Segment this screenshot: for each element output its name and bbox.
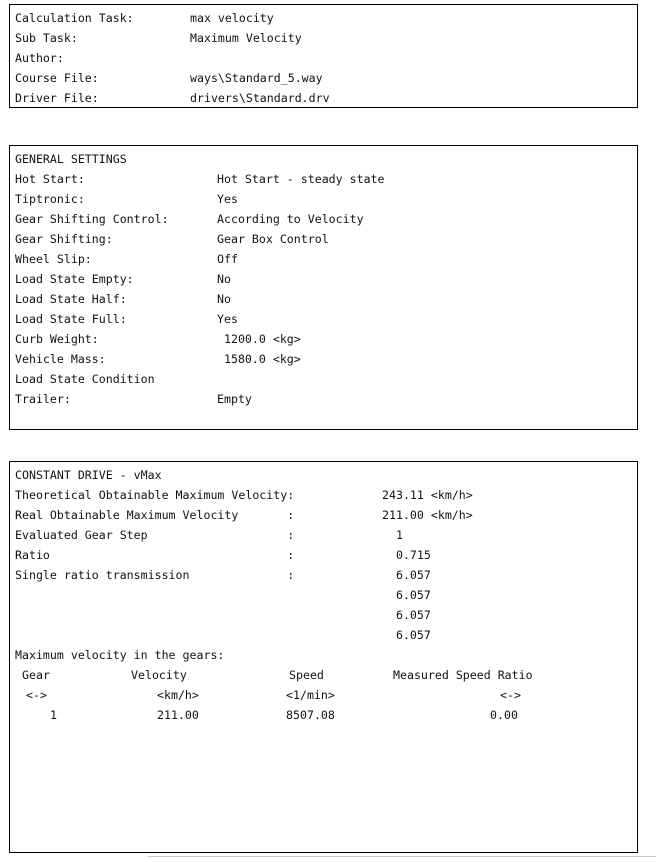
drive-value: 0.715 — [382, 548, 431, 562]
setting-value: No — [217, 272, 231, 286]
general-settings-panel — [9, 145, 638, 430]
table-cell-ratio: 0.00 — [490, 708, 518, 722]
constant-drive-panel — [9, 461, 638, 853]
calc-row: Calculation Task: — [15, 11, 134, 25]
calc-row: Author: — [15, 51, 64, 65]
bottom-divider — [148, 856, 656, 857]
setting-value: 1580.0 <kg> — [217, 352, 301, 366]
calc-value: drivers\Standard.drv — [190, 91, 330, 105]
calc-row: Driver File: — [15, 91, 99, 105]
drive-value: 6.057 — [382, 588, 431, 602]
table-cell-velocity: 211.00 — [157, 708, 199, 722]
setting-label: Load State Condition — [15, 372, 155, 386]
setting-value: Yes — [217, 192, 238, 206]
drive-label: Real Obtainable Maximum Velocity : — [15, 508, 295, 522]
calculation-info-panel — [9, 4, 638, 108]
table-unit-gear: <-> — [26, 688, 47, 702]
setting-value: No — [217, 292, 231, 306]
setting-value: Hot Start - steady state — [217, 172, 385, 186]
table-unit-ratio: <-> — [500, 688, 521, 702]
drive-label: Single ratio transmission : — [15, 568, 295, 582]
calc-value: ways\Standard_5.way — [190, 71, 323, 85]
setting-label: Load State Half: — [15, 292, 127, 306]
drive-value: 6.057 — [382, 568, 431, 582]
setting-value: 1200.0 <kg> — [217, 332, 301, 346]
table-header-ratio: Measured Speed Ratio — [393, 668, 533, 682]
setting-label: Curb Weight: — [15, 332, 99, 346]
calc-value: Maximum Velocity — [190, 31, 302, 45]
table-cell-gear: 1 — [50, 708, 57, 722]
calc-row: Sub Task: — [15, 31, 78, 45]
calc-value: max velocity — [190, 11, 274, 25]
table-unit-velocity: <km/h> — [157, 688, 199, 702]
drive-value: 1 — [382, 528, 403, 542]
setting-label: Hot Start: — [15, 172, 85, 186]
table-cell-speed: 8507.08 — [286, 708, 335, 722]
gears-title: Maximum velocity in the gears: — [15, 648, 225, 662]
setting-label: Tiptronic: — [15, 192, 85, 206]
setting-value: According to Velocity — [217, 212, 364, 226]
setting-label: Gear Shifting: — [15, 232, 113, 246]
setting-value: Empty — [217, 392, 252, 406]
table-header-gear: Gear — [22, 668, 50, 682]
setting-label: Gear Shifting Control: — [15, 212, 169, 226]
table-header-speed: Speed — [289, 668, 324, 682]
drive-label: Evaluated Gear Step : — [15, 528, 295, 542]
calc-row: Course File: — [15, 71, 99, 85]
section-title: CONSTANT DRIVE - vMax — [15, 468, 162, 482]
section-title: GENERAL SETTINGS — [15, 152, 127, 166]
drive-label: Theoretical Obtainable Maximum Velocity: — [15, 488, 295, 502]
setting-label: Wheel Slip: — [15, 252, 92, 266]
drive-value: 6.057 — [382, 628, 431, 642]
setting-value: Yes — [217, 312, 238, 326]
setting-value: Off — [217, 252, 238, 266]
setting-label: Vehicle Mass: — [15, 352, 106, 366]
drive-label: Ratio : — [15, 548, 295, 562]
setting-label: Load State Full: — [15, 312, 127, 326]
setting-label: Trailer: — [15, 392, 71, 406]
table-unit-speed: <1/min> — [286, 688, 335, 702]
drive-value: 211.00 <km/h> — [382, 508, 473, 522]
setting-label: Load State Empty: — [15, 272, 134, 286]
setting-value: Gear Box Control — [217, 232, 329, 246]
drive-value: 6.057 — [382, 608, 431, 622]
table-header-velocity: Velocity — [131, 668, 187, 682]
drive-value: 243.11 <km/h> — [382, 488, 473, 502]
